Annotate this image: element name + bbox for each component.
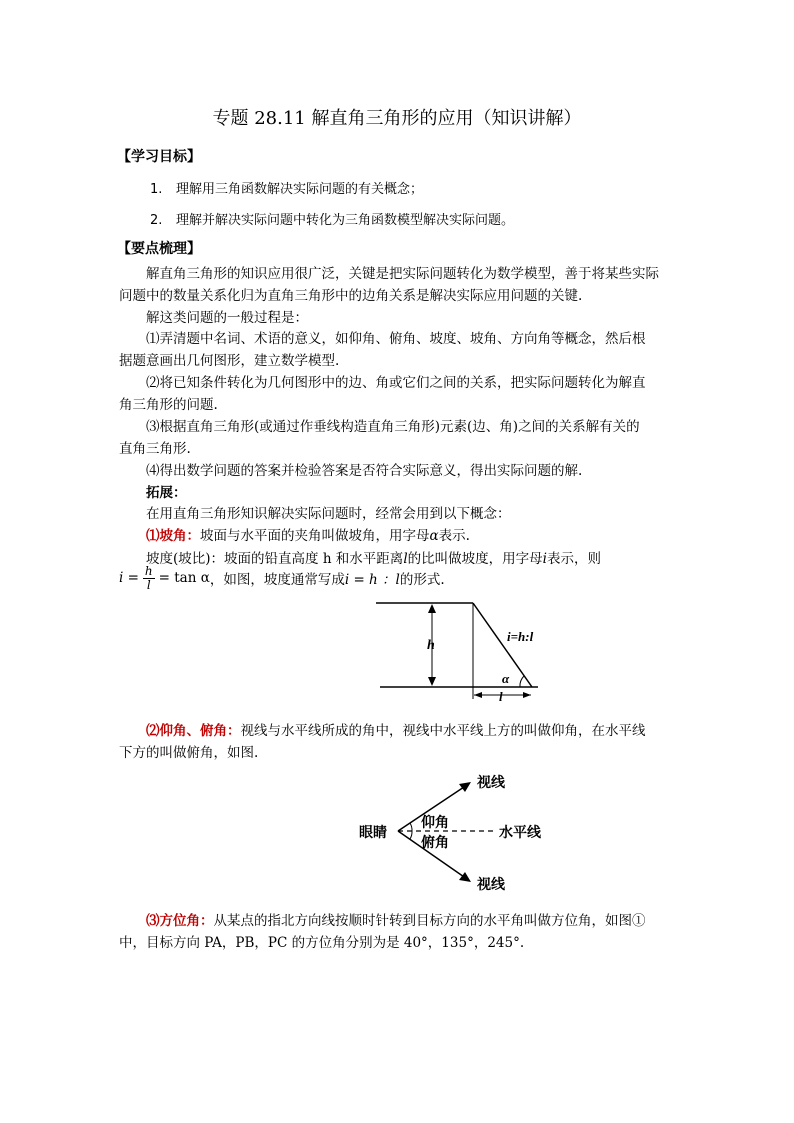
depression-arc (410, 831, 412, 839)
arrow-right-icon (523, 692, 531, 698)
elevation-label: ⑵仰角、俯角： (146, 723, 241, 739)
elevation-figure (355, 765, 575, 900)
horizontal-label: 水平线 (499, 825, 541, 841)
slope-formula (119, 560, 445, 596)
slope-text-a: 坡面与水平面的夹角叫做坡角，用字母 (200, 528, 430, 544)
elevation-arc (410, 823, 412, 831)
bearing-text-1: 从某点的指北方向线按顺时针转到目标方向的水平角叫做方位角，如图① (213, 913, 646, 929)
alpha-label: α (502, 671, 510, 686)
intro-line-1: 解直角三角形的知识应用很广泛，关键是把实际问题转化为数学模型，善于将某些实际 (146, 266, 659, 282)
step-1-line-2: 据题意画出几何图形，建立数学模型. (119, 353, 340, 369)
steps-intro: 解这类问题的一般过程是： (146, 310, 308, 326)
l-symbol: l (403, 551, 408, 567)
slope-ratio-c: 表示，则 (546, 551, 601, 567)
alpha-symbol: α (429, 528, 439, 544)
formula-lhs: i = (119, 570, 139, 586)
l-label: l (499, 689, 503, 704)
goal-item-2 (150, 209, 514, 228)
expand-intro: 在用直角三角形知识解决实际问题时，经常会用到以下概念： (146, 506, 511, 522)
slope-ratio-a: 坡度(坡比)：坡面的铅直高度 h 和水平距离 (146, 551, 404, 567)
slope-label: ⑴坡角： (146, 528, 200, 544)
goal-text: 理解用三角函数解决实际问题的有关概念； (176, 182, 424, 197)
elevation-text-1: 视线与水平线所成的角中，视线中水平线上方的叫做仰角，在水平线 (240, 723, 646, 739)
arrow-up-icon (428, 604, 436, 613)
bearing-line-2: 中，目标方向 PA，PB，PC 的方位角分别为是 40°，135°，245°. (119, 935, 525, 951)
step-4: ⑷得出数学问题的答案并检验答案是否符合实际意义，得出实际问题的解. (146, 463, 583, 479)
sight-label-bottom: 视线 (477, 877, 505, 893)
slope-text-b: 表示. (438, 528, 470, 544)
formula-rhs: = tan α (158, 570, 210, 586)
step-2-line-2: 角三角形的问题. (119, 397, 218, 413)
expand-label: 拓展： (146, 485, 187, 501)
bearing-label: ⑶方位角： (146, 913, 214, 929)
slope-definition (119, 525, 706, 547)
goals-heading: 【学习目标】 (117, 149, 201, 165)
step-3-line-2: 直角三角形. (119, 441, 191, 457)
arrow-left-icon (474, 692, 482, 698)
depression-angle-label: 俯角 (421, 835, 449, 851)
formula-tail-a: ，如图，坡度通常写成 (209, 572, 345, 588)
arrow-down-icon (428, 677, 436, 686)
points-heading: 【要点梳理】 (117, 241, 201, 257)
goal-number: 2. (150, 213, 163, 228)
h-label: h (427, 638, 435, 653)
slope-ratio-b: 的比叫做坡度，用字母 (407, 551, 543, 567)
slope-figure (370, 595, 550, 705)
elevation-line-1 (119, 720, 706, 742)
formula-ratio: i = h ：l (344, 572, 400, 588)
step-1-line-1: ⑴弄清题中名词、术语的意义，如仰角、俯角、坡度、坡角、方向角等概念，然后根 (146, 331, 646, 347)
ratio-label: i=h:l (507, 629, 534, 644)
arrow-down-right-icon (459, 872, 471, 882)
intro-line-2: 问题中的数量关系化归为直角三角形中的边角关系是解决实际应用问题的关键. (119, 288, 583, 304)
goal-item-1 (150, 178, 423, 197)
elevation-angle-label: 仰角 (421, 815, 449, 831)
arrow-up-right-icon (459, 782, 471, 792)
eye-label: 眼睛 (359, 825, 387, 841)
bearing-line-1 (119, 910, 706, 932)
goal-number: 1. (150, 182, 163, 197)
fraction (143, 565, 155, 592)
elevation-line-2: 下方的叫做俯角，如图. (119, 745, 259, 761)
step-2-line-1: ⑵将已知条件转化为几何图形中的边、角或它们之间的关系，把实际问题转化为解直 (146, 375, 646, 391)
angle-arc (520, 676, 524, 687)
fraction-denominator: l (146, 577, 151, 592)
i-symbol: i (542, 551, 547, 567)
formula-tail-b: 的形式. (399, 572, 445, 588)
page-title: 专题 28.11 解直角三角形的应用（知识讲解） (212, 108, 582, 129)
step-3-line-1: ⑶根据直角三角形(或通过作垂线构造直角三角形)元素(边、角)之间的关系解有关的 (146, 419, 640, 435)
goal-text: 理解并解决实际问题中转化为三角函数模型解决实际问题。 (176, 213, 515, 228)
fraction-numerator: h (144, 563, 153, 578)
sight-label-top: 视线 (477, 775, 505, 791)
